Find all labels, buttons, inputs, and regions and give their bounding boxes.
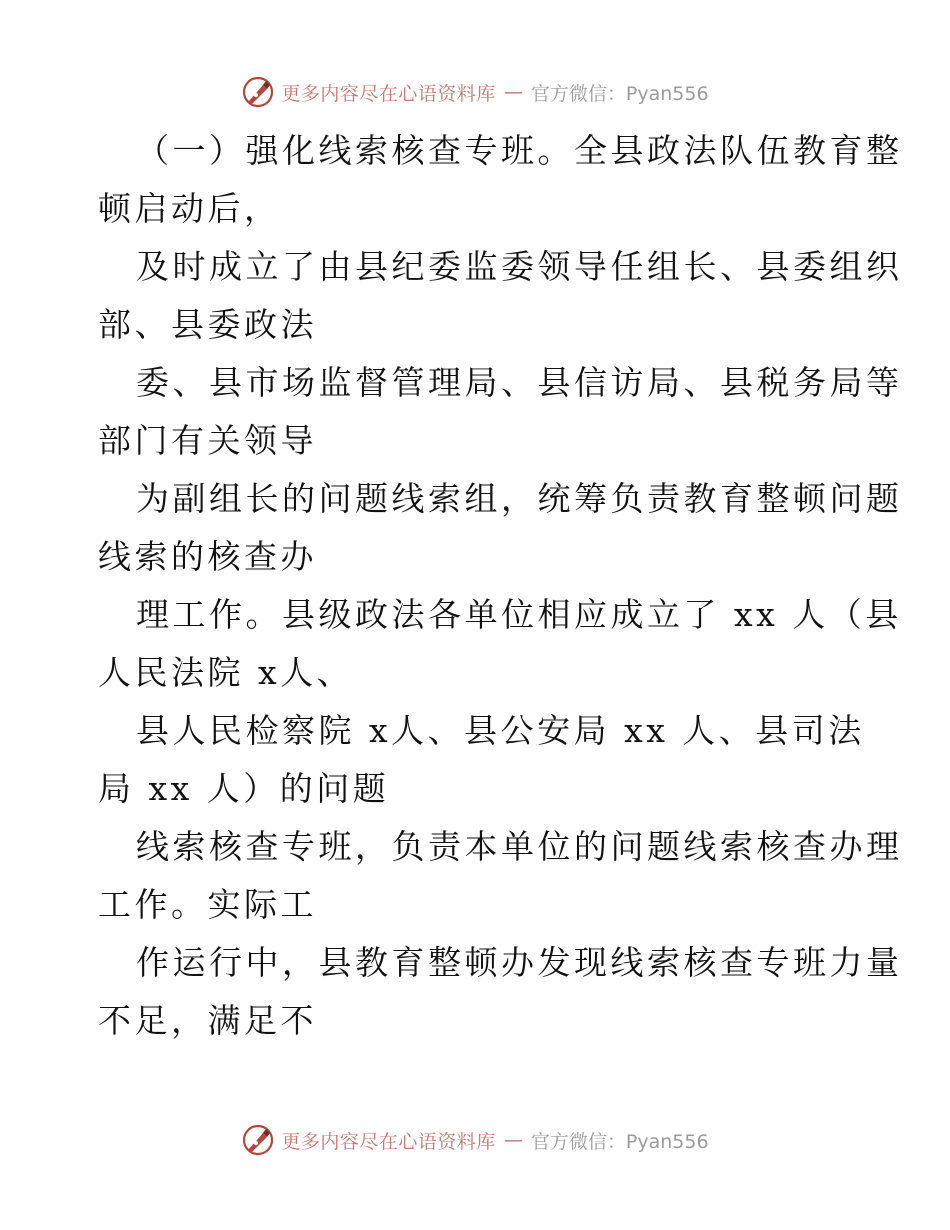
watermark-separator: — — [503, 81, 523, 103]
text-line: 理工作。县级政法各单位相应成立了 xx 人（县 — [136, 595, 902, 634]
text-line: 作运行中，县教育整顿办发现线索核查专班力量 — [136, 943, 903, 982]
text-line: （一）强化线索核查专班。全县政法队伍教育整 — [136, 131, 903, 170]
text-line: 线索的核查办 — [98, 537, 317, 576]
document-body — [98, 122, 903, 1050]
text-line: 委、县市场监督管理局、县信访局、县税务局等 — [136, 363, 903, 402]
pen-logo-icon — [241, 75, 275, 109]
text-line: 不足，满足不 — [98, 1001, 317, 1040]
watermark-separator: — — [503, 1129, 523, 1151]
header-watermark — [0, 72, 950, 112]
text-line: 工作。实际工 — [98, 885, 317, 924]
text-line: 顿启动后， — [98, 189, 281, 228]
watermark-text: 更多内容尽在心语资料库 — [281, 1130, 496, 1153]
text-line: 及时成立了由县纪委监委领导任组长、县委组织 — [136, 247, 903, 286]
text-line: 线索核查专班，负责本单位的问题线索核查办理 — [136, 827, 903, 866]
pen-logo-icon — [241, 1123, 275, 1157]
text-line: 人民法院 x人、 — [98, 653, 354, 692]
footer-watermark — [0, 1120, 950, 1160]
watermark-text: 更多内容尽在心语资料库 — [281, 82, 496, 105]
watermark-wechat: 官方微信：Pyan556 — [530, 1130, 709, 1153]
text-line: 为副组长的问题线索组，统筹负责教育整顿问题 — [136, 479, 903, 518]
text-line: 县人民检察院 x人、县公安局 xx 人、县司法 — [136, 711, 865, 750]
text-line: 部、县委政法 — [98, 305, 317, 344]
text-line: 局 xx 人）的问题 — [98, 769, 390, 808]
text-line: 部门有关领导 — [98, 421, 317, 460]
watermark-wechat: 官方微信：Pyan556 — [530, 82, 709, 105]
